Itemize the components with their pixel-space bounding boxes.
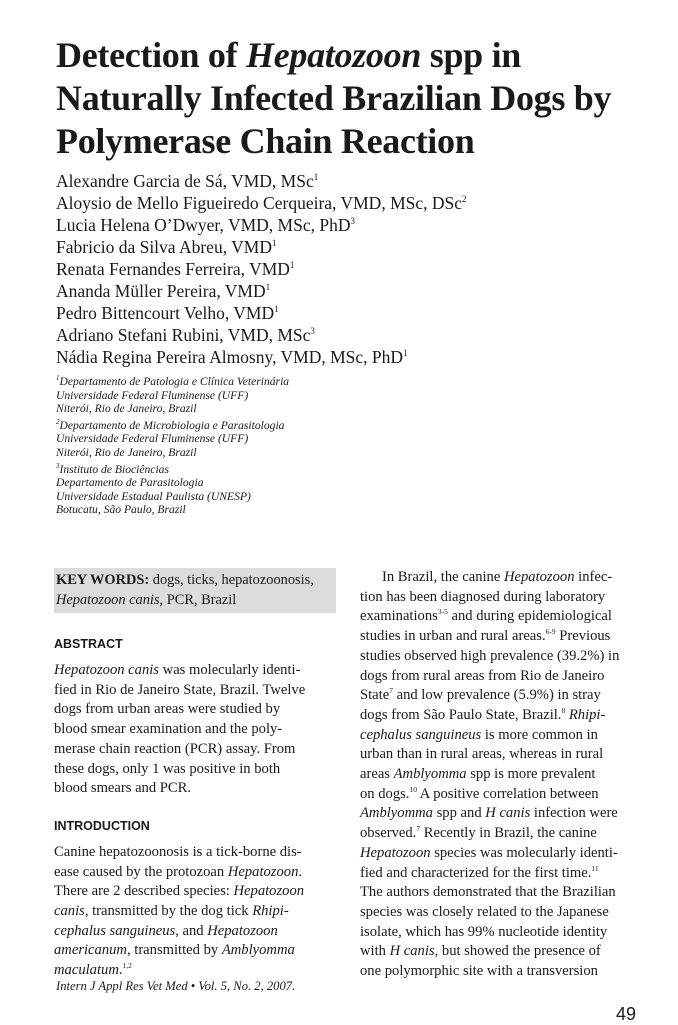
affiliation-block [56, 463, 416, 517]
author-entry [56, 258, 656, 280]
text-line [360, 923, 632, 943]
text-run: spp is more prevalent [466, 766, 596, 783]
author-entry [56, 280, 656, 302]
italic-term: Rhipi- [252, 903, 289, 920]
affiliation-text: Botucatu, São Paulo, Brazil [56, 503, 186, 517]
text-run: studies observed high prevalence (39.2%) in [360, 647, 620, 664]
introduction-heading: INTRODUCTION [54, 818, 150, 833]
title-line-1: Detection of Hepatozoon spp in [56, 35, 522, 75]
author-entry [56, 214, 656, 236]
affiliation-line [56, 503, 416, 517]
text-line [54, 700, 336, 720]
text-run: infection were [530, 805, 618, 822]
citation-marker: 11 [591, 863, 599, 873]
right-column [360, 568, 632, 982]
italic-term: Hepatozoon [233, 883, 305, 900]
text-run: isolate, which has 99% nucleotide identity [360, 923, 608, 940]
text-run: blood smears and PCR. [54, 780, 192, 797]
text-line [54, 863, 336, 883]
text-run: areas [360, 766, 394, 783]
citation-marker: 7 [416, 824, 421, 834]
text-run: , but showed the presence of [434, 943, 601, 960]
text-run: Previous [555, 628, 611, 645]
text-run: species was closely related to the Japanese [360, 903, 609, 920]
text-run: , and [175, 922, 208, 939]
citation-marker: 7 [389, 686, 393, 696]
abstract-text [54, 661, 336, 799]
author-name: Renata Fernandes Ferreira, VMD [56, 259, 290, 279]
citation-marker: 3-5 [437, 607, 448, 617]
text-run: and during epidemiological [447, 608, 612, 625]
text-line [360, 726, 632, 746]
text-line [360, 745, 632, 765]
author-affiliation-marker: 1 [271, 238, 277, 249]
affiliation-text: Departamento de Parasitologia [56, 476, 204, 490]
text-line [360, 588, 632, 608]
author-affiliation-marker: 1 [289, 260, 295, 271]
text-line [360, 765, 632, 785]
text-run: The authors demonstrated that the Brazilian [360, 884, 616, 901]
text-run: merase chain reaction (PCR) assay. From [54, 740, 296, 757]
text-line [360, 568, 632, 588]
text-run: , transmitted by the dog tick [84, 903, 253, 920]
affiliation-text: Universidade Federal Fluminense (UFF) [56, 432, 249, 446]
citation-marker: 6-9 [545, 627, 556, 637]
author-affiliation-marker: 3 [350, 216, 355, 227]
author-affiliation-marker: 1 [274, 304, 279, 315]
affiliation-line [56, 463, 416, 477]
text-line [360, 883, 632, 903]
text-line [360, 942, 632, 962]
author-entry [56, 192, 656, 214]
author-name: Aloysio de Mello Figueiredo Cerqueira, VMD, MSc, DSc [56, 193, 463, 213]
author-name: Ananda Müller Pereira, VMD [56, 281, 266, 301]
italic-term: maculatum [54, 962, 119, 979]
affiliation-line [56, 389, 416, 403]
italic-term: Amblyomma [221, 942, 295, 959]
author-affiliation-marker: 1 [403, 348, 408, 359]
text-run: , transmitted by [126, 942, 222, 959]
text-run: observed. [360, 825, 417, 842]
keywords-box: KEY WORDS: dogs, ticks, hepatozoonosis, Hepatozoon canis, PCR, Brazil [54, 568, 336, 613]
affiliation-text: Universidade Federal Fluminense (UFF) [56, 388, 249, 402]
affiliation-text: Departamento de Microbiologia e Parasitologia [59, 418, 285, 432]
text-run: Canine hepatozoonosis is a tick-borne dis- [54, 843, 302, 860]
text-run: urban than in rural areas, whereas in rural [360, 746, 604, 763]
italic-term: H canis [389, 943, 435, 960]
affiliation-text: Departamento de Patologia e Clínica Veterinária [59, 375, 290, 388]
text-line [360, 903, 632, 923]
text-line [360, 824, 632, 844]
affiliation-block [56, 419, 416, 460]
text-run: species was molecularly identi- [430, 844, 618, 861]
author-name: Alexandre Garcia de Sá, VMD, MSc [56, 171, 314, 191]
affiliation-marker: 1 [56, 374, 60, 383]
affiliation-line [56, 446, 416, 460]
italic-term: Hepatozoon [360, 844, 431, 861]
author-name: Adriano Stefani Rubini, VMD, MSc [56, 325, 311, 345]
text-line [54, 760, 336, 780]
author-name: Nádia Regina Pereira Almosny, VMD, MSc, PhD [56, 347, 404, 367]
article-title [56, 34, 656, 163]
text-line [360, 804, 632, 824]
author-affiliation-marker: 3 [310, 326, 315, 337]
author-affiliation-marker: 1 [313, 172, 319, 183]
text-line [54, 882, 336, 902]
italic-term: Hepatozoon [207, 922, 278, 939]
author-entry [56, 236, 656, 258]
text-run: studies in urban and rural areas. [360, 628, 546, 645]
text-line [360, 627, 632, 647]
author-affiliation-marker: 2 [462, 194, 467, 205]
text-line [360, 785, 632, 805]
italic-term: Hepatozoon canis [54, 662, 159, 678]
affiliation-marker: 2 [56, 417, 60, 426]
text-run: these dogs, only 1 was positive in both [54, 760, 281, 777]
author-name: Pedro Bittencourt Velho, VMD [56, 303, 275, 323]
author-entry [56, 302, 656, 324]
italic-term: Rhipi- [568, 706, 606, 723]
text-run: and low prevalence (5.9%) in stray [392, 687, 601, 704]
text-run: dogs from rural areas from Rio de Janeiro [360, 667, 605, 684]
text-line [54, 661, 336, 681]
italic-term: Amblyomma [360, 805, 433, 822]
italic-term: canis [54, 903, 85, 920]
text-run: dogs from urban areas were studied by [54, 701, 281, 718]
affiliation-text: Niterói, Rio de Janeiro, Brazil [56, 445, 197, 459]
text-run: . [118, 962, 123, 979]
text-run: State [360, 687, 390, 704]
italic-term: Hepatozoon [503, 569, 575, 585]
text-line [360, 686, 632, 706]
text-run: on dogs. [360, 785, 410, 802]
author-entry [56, 324, 656, 346]
italic-term: Amblyomma [393, 766, 467, 783]
affiliation-line [56, 419, 416, 433]
text-run: was molecularly identi- [159, 662, 301, 678]
title-line-3: Polymerase Chain Reaction [56, 121, 475, 161]
text-run: infec- [574, 569, 613, 585]
affiliation-line [56, 375, 416, 389]
text-line [360, 706, 632, 726]
text-run: fied and characterized for the first time. [360, 864, 592, 881]
affiliation-line [56, 490, 416, 504]
introduction-text [54, 843, 336, 981]
author-list [56, 170, 656, 368]
journal-footer: Intern J Appl Res Vet Med • Vol. 5, No. 2, 2007. [56, 979, 296, 993]
text-line [360, 647, 632, 667]
affiliation-text: Niterói, Rio de Janeiro, Brazil [56, 402, 197, 416]
italic-term: cephalus sanguineus [54, 922, 176, 939]
author-name: Lucia Helena O’Dwyer, VMD, MSc, PhD [56, 215, 351, 235]
text-line [360, 607, 632, 627]
text-run: dogs from São Paulo State, Brazil. [360, 706, 562, 723]
text-run: Recently in Brazil, the canine [420, 825, 597, 842]
abstract-heading: ABSTRACT [54, 637, 123, 651]
author-entry [56, 346, 656, 368]
text-run: with [360, 943, 390, 960]
affiliation-line [56, 476, 416, 490]
citation-marker: 8 [561, 706, 566, 716]
affiliation-block [56, 375, 416, 416]
text-run: ease caused by the protozoan [54, 863, 228, 880]
text-line [360, 864, 632, 884]
text-run: one polymorphic site with a transversion [360, 963, 598, 980]
text-run: blood smear examination and the poly- [54, 721, 283, 738]
text-run: There are 2 described species: [54, 883, 234, 900]
italic-term: Hepatozoon [227, 863, 299, 880]
text-line [54, 720, 336, 740]
text-line [54, 941, 336, 961]
affiliation-line [56, 432, 416, 446]
keywords-label: KEY WORDS: [56, 572, 150, 588]
affiliation-text: Universidade Estadual Paulista (UNESP) [56, 489, 251, 503]
italic-term: H canis [485, 805, 531, 822]
italic-term: americanum [54, 942, 127, 959]
text-line [360, 962, 632, 982]
text-line [54, 843, 336, 863]
left-column [54, 568, 336, 999]
text-run: is more common in [481, 726, 598, 743]
text-line [54, 779, 336, 799]
text-line [54, 681, 336, 701]
text-line [54, 902, 336, 922]
citation-marker: 1,2 [122, 961, 132, 971]
text-line [54, 961, 336, 981]
text-line [360, 844, 632, 864]
text-run: A positive correlation between [416, 785, 599, 802]
text-run: examinations [360, 608, 438, 625]
italic-term: cephalus sanguineus [360, 726, 482, 743]
text-run: tion has been diagnosed during laboratory [360, 588, 606, 605]
author-entry [56, 170, 656, 192]
affiliation-text: Instituto de Biociências [59, 462, 169, 476]
text-run: fied in Rio de Janeiro State, Brazil. Twelve [54, 681, 306, 698]
text-line [360, 667, 632, 687]
author-affiliation-marker: 1 [265, 282, 271, 293]
citation-marker: 10 [409, 784, 417, 794]
page-number: 49 [615, 1004, 636, 1024]
affiliation-list [56, 375, 416, 517]
affiliation-marker: 3 [56, 461, 60, 470]
affiliation-line [56, 402, 416, 416]
title-line-2: Naturally Infected Brazilian Dogs by [56, 78, 612, 118]
text-line [54, 922, 336, 942]
text-line [54, 740, 336, 760]
author-name: Fabricio da Silva Abreu, VMD [56, 237, 272, 257]
text-run: In Brazil, the canine [382, 569, 504, 585]
text-run: spp and [432, 805, 486, 822]
text-run: . [298, 863, 303, 880]
